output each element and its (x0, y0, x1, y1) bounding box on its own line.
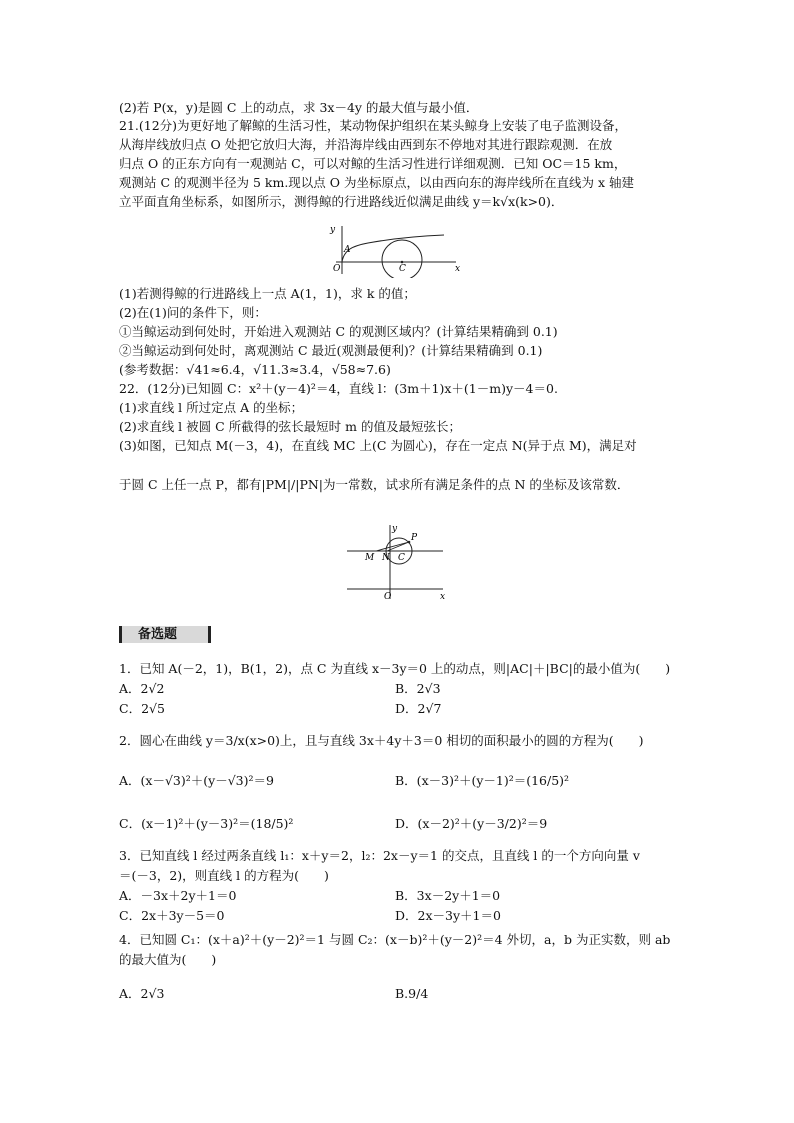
q21-reference: (参考数据：√41≈6.4，√11.3≈3.4，√58≈7.6) (119, 362, 391, 377)
alt-q1-stem: 1．已知 A(－2，1)，B(1，2)，点 C 为直线 x－3y＝0 上的动点，则|AC|＋|BC|的最小值为( ) (119, 661, 671, 676)
alt-q3-stem-line2: ＝(－3，2)，则直线 l 的方程为( ) (119, 868, 329, 883)
alt-q2-stem: 2．圆心在曲线 y＝3/x(x>0)上，且与直线 3x＋4y＋3＝0 相切的面积最小的圆的方程为( ) (119, 733, 644, 748)
label-c: C (398, 553, 405, 563)
point-p (408, 541, 411, 544)
alt-q3-option-c: C．2x＋3y－5＝0 (119, 908, 225, 923)
alt-q2-option-d: D．(x－2)²＋(y－3/2)²＝9 (395, 816, 548, 831)
alt-q1-option-b: B．2√3 (395, 681, 441, 696)
label-a: A (344, 245, 351, 255)
alt-q2-option-c: C．(x－1)²＋(y－3)²＝(18/5)² (119, 816, 294, 831)
alt-q4-option-b: B.9/4 (395, 986, 429, 1001)
q22-part3-line2: 于圆 C 上任一点 P，都有|PM|/|PN|为一常数，试求所有满足条件的点 N 的坐标及该常数． (119, 477, 630, 492)
label-m: M (365, 553, 375, 563)
label-n: N (382, 553, 390, 563)
alt-q4-stem-line2: 的最大值为( ) (119, 952, 217, 967)
label-o: O (333, 264, 341, 274)
label-o: O (384, 592, 392, 602)
q21-part2-i: ①当鲸运动到何处时，开始进入观测站 C 的观测区域内？(计算结果精确到 0.1) (119, 324, 558, 339)
label-x: x (455, 264, 461, 274)
alt-q2-option-b: B．(x－3)²＋(y－1)²＝(16/5)² (395, 773, 570, 788)
alt-q4-stem-line1: 4．已知圆 C₁：(x＋a)²＋(y－2)²＝1 与圆 C₂：(x－b)²＋(y－2)²＝4 外切，a，b 为正实数，则 ab (119, 932, 671, 947)
segment-pm (376, 542, 409, 551)
section-header (119, 626, 211, 643)
q22-stem: 22．(12分)已知圆 C：x²＋(y－4)²＝4，直线 l：(3m＋1)x＋(1－m)y－4＝0. (119, 381, 558, 396)
figure-whale-path (328, 222, 464, 278)
label-c: C (399, 264, 406, 274)
label-x: x (440, 592, 446, 602)
q21-part2: (2)在(1)问的条件下，则： (119, 305, 267, 320)
alt-q3-option-b: B．3x－2y＋1＝0 (395, 888, 501, 903)
label-y: y (392, 524, 398, 534)
q21-stem-line2: 从海岸线放归点 O 处把它放归大海，并沿海岸线由西到东不停地对其进行跟踪观测．在放 (119, 137, 613, 152)
q21-stem-line3: 归点 O 的正东方向有一观测站 C，可以对鲸的生活习性进行详细观测．已知 OC＝15 km， (119, 156, 627, 171)
center-point (401, 261, 404, 264)
alt-q3-option-a: A．－3x＋2y＋1＝0 (119, 888, 237, 903)
whale-curve (342, 235, 444, 262)
alt-q3-option-d: D．2x－3y＋1＝0 (395, 908, 501, 923)
q22-part1: (1)求直线 l 所过定点 A 的坐标； (119, 400, 304, 415)
figure-circle-mn (343, 521, 451, 603)
alt-q3-stem-line1: 3．已知直线 l 经过两条直线 l₁：x＋y＝2，l₂：2x－y＝1 的交点，且直线 l 的一个方向向量 v (119, 848, 640, 863)
section-title: 备选题 (138, 627, 178, 642)
label-p: P (411, 533, 418, 543)
q21-stem-line1: 21.(12分)为更好地了解鲸的生活习性，某动物保护组织在某头鲸身上安装了电子监测设备， (119, 118, 628, 133)
q20-part2: (2)若 P(x，y)是圆 C 上的动点，求 3x－4y 的最大值与最小值． (119, 100, 479, 115)
q21-part2-ii: ②当鲸运动到何处时，离观测站 C 最近(观测最便利)？(计算结果精确到 0.1) (119, 343, 543, 358)
alt-q1-option-c: C．2√5 (119, 701, 165, 716)
q21-stem-line5: 立平面直角坐标系，如图所示，测得鲸的行进路线近似满足曲线 y＝k√x(k>0)． (119, 194, 564, 209)
alt-q2-option-a: A．(x－√3)²＋(y－√3)²＝9 (119, 773, 274, 788)
q22-part3-line1: (3)如图，已知点 M(－3，4)，在直线 MC 上(C 为圆心)，存在一定点 N(异于点 M)，满足对 (119, 438, 637, 453)
q21-stem-line4: 观测站 C 的观测半径为 5 km.现以点 O 为坐标原点，以由西向东的海岸线所在直线为 x 轴建 (119, 175, 635, 190)
alt-q1-option-a: A．2√2 (119, 681, 165, 696)
q21-part1: (1)若测得鲸的行进路线上一点 A(1，1)，求 k 的值； (119, 286, 416, 301)
label-y: y (330, 225, 336, 235)
q22-part2: (2)求直线 l 被圆 C 所截得的弦长最短时 m 的值及最短弦长； (119, 419, 461, 434)
alt-q4-option-a: A．2√3 (119, 986, 165, 1001)
alt-q1-option-d: D．2√7 (395, 701, 442, 716)
